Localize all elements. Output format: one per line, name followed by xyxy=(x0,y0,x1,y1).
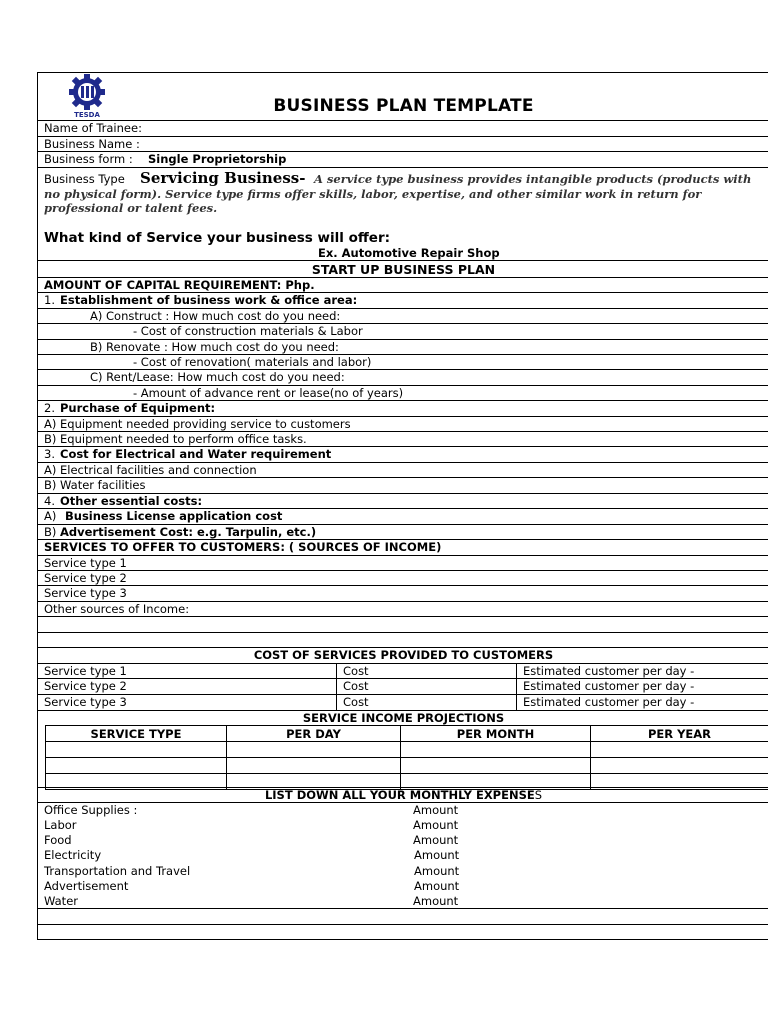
business-type-block xyxy=(38,168,768,218)
column-header: PER DAY xyxy=(227,726,401,742)
section-2-row xyxy=(38,401,768,417)
rent-sub-row xyxy=(38,386,768,401)
rent-row xyxy=(38,370,768,386)
section-1-row xyxy=(38,293,768,309)
section-3-row xyxy=(38,447,768,463)
expense-amount: Amount xyxy=(413,803,459,817)
column-header: SERVICE TYPE xyxy=(46,726,227,742)
business-type-value: Servicing Business- xyxy=(140,169,306,187)
water-facilities-row xyxy=(38,478,768,494)
service-row xyxy=(38,556,768,571)
table-header-row xyxy=(46,726,768,742)
rent-label: C) Rent/Lease: How much cost do you need: xyxy=(90,370,345,384)
section-4-title: Other essential costs: xyxy=(60,494,203,508)
section-1-title: Establishment of business work & office area: xyxy=(60,293,358,307)
rent-sub-label: - Amount of advance rent or lease(no of years) xyxy=(133,386,404,400)
table-cell[interactable] xyxy=(227,758,401,774)
expense-row xyxy=(38,818,768,833)
expense-amount: Amount xyxy=(413,818,459,832)
trainee-label: Name of Trainee: xyxy=(44,121,142,135)
startup-heading: START UP BUSINESS PLAN xyxy=(311,262,496,277)
construct-label: A) Construct : How much cost do you need: xyxy=(90,309,341,323)
equipment-b-label: B) Equipment needed to perform office tasks. xyxy=(44,432,307,446)
expense-row xyxy=(38,833,768,848)
estimate-label: Estimated customer per day - xyxy=(523,664,695,678)
table-row xyxy=(46,758,768,774)
svg-text:TESDA: TESDA xyxy=(74,111,100,119)
business-type-desc-3: professional or talent fees. xyxy=(44,201,218,215)
section-2-title: Purchase of Equipment: xyxy=(60,401,216,415)
table-row xyxy=(46,742,768,758)
service-type-label: Service type 3 xyxy=(44,586,127,600)
license-label: Business License application cost xyxy=(65,509,283,523)
service-row xyxy=(38,586,768,602)
cost-label: Cost xyxy=(343,679,369,693)
cost-row xyxy=(38,695,768,710)
header-row xyxy=(38,73,768,121)
section-3-title: Cost for Electrical and Water requirement xyxy=(60,447,332,461)
capital-row xyxy=(38,278,768,293)
other-income-row xyxy=(38,602,768,617)
blank-row xyxy=(38,924,768,940)
estimate-label: Estimated customer per day - xyxy=(523,679,695,693)
service-question: What kind of Service your business will offer: xyxy=(44,230,391,246)
construct-row xyxy=(38,309,768,324)
equipment-a-label: A) Equipment needed providing service to customers xyxy=(44,417,351,431)
section-4-row xyxy=(38,494,768,509)
construct-sub-row xyxy=(38,324,768,340)
business-type-desc-1: A service type business provides intangible products (products with xyxy=(314,172,752,186)
electrical-label: A) Electrical facilities and connection xyxy=(44,463,257,477)
business-type-desc-2: no physical form). Service type firms offer skills, labor, expertise, and other similar work in return for xyxy=(44,187,702,201)
page-title: BUSINESS PLAN TEMPLATE xyxy=(273,96,534,116)
table-cell[interactable] xyxy=(401,758,591,774)
expense-item: Labor xyxy=(44,818,77,832)
renovate-row xyxy=(38,340,768,355)
capital-requirement: AMOUNT OF CAPITAL REQUIREMENT: Php. xyxy=(44,278,315,292)
business-type-label: Business Type xyxy=(44,172,125,186)
table-cell[interactable] xyxy=(591,742,768,758)
construct-sub-label: - Cost of construction materials & Labor xyxy=(133,324,363,338)
expense-amount: Amount xyxy=(413,833,459,847)
expense-row xyxy=(38,848,768,863)
expense-amount: Amount xyxy=(414,864,460,878)
business-plan-sheet xyxy=(37,72,768,940)
section-4-number: 4. xyxy=(44,494,55,508)
expenses-heading xyxy=(38,788,768,803)
cost-service-label: Service type 2 xyxy=(44,679,127,693)
renovate-sub-row xyxy=(38,355,768,370)
cost-service-label: Service type 3 xyxy=(44,695,127,709)
business-form-label: Business form : xyxy=(44,152,133,166)
expense-item: Advertisement xyxy=(44,879,129,893)
expense-row xyxy=(38,894,768,909)
business-name-row xyxy=(38,137,768,152)
expense-item: Electricity xyxy=(44,848,102,862)
expense-item: Water xyxy=(44,894,78,908)
cost-row xyxy=(38,664,768,679)
cost-heading-row xyxy=(38,648,768,664)
business-form-row xyxy=(38,152,768,168)
services-heading: SERVICES TO OFFER TO CUSTOMERS: ( SOURCES OF INCOME) xyxy=(44,540,442,554)
column-divider xyxy=(516,664,517,710)
column-header: PER YEAR xyxy=(591,726,768,742)
service-example-row xyxy=(38,246,768,261)
section-1-number: 1. xyxy=(44,293,55,307)
service-row xyxy=(38,571,768,586)
cost-service-label: Service type 1 xyxy=(44,664,127,678)
expense-row xyxy=(38,864,768,879)
table-cell[interactable] xyxy=(401,742,591,758)
expense-row xyxy=(38,879,768,894)
startup-heading-row xyxy=(38,261,768,278)
services-heading-row xyxy=(38,540,768,556)
column-header: PER MONTH xyxy=(401,726,591,742)
projections-heading-row xyxy=(38,710,768,725)
expenses-heading-main: LIST DOWN ALL YOUR MONTHLY EXPENSE xyxy=(264,788,535,802)
cost-label: Cost xyxy=(343,695,369,709)
expense-item: Office Supplies : xyxy=(44,803,138,817)
expenses-heading-tail: S xyxy=(534,788,543,802)
table-cell[interactable] xyxy=(46,742,227,758)
expense-amount: Amount xyxy=(414,848,460,862)
estimate-label: Estimated customer per day - xyxy=(523,695,695,709)
blank-row xyxy=(38,633,768,648)
expense-amount: Amount xyxy=(414,879,460,893)
business-name-label: Business Name : xyxy=(44,137,140,151)
blank-row xyxy=(38,617,768,633)
renovate-label: B) Renovate : How much cost do you need: xyxy=(90,340,339,354)
section-2-number: 2. xyxy=(44,401,55,415)
expense-item: Transportation and Travel xyxy=(44,864,191,878)
water-facilities-label: B) Water facilities xyxy=(44,478,146,492)
expense-row xyxy=(38,803,768,818)
other-income-label: Other sources of Income: xyxy=(44,602,190,616)
license-row xyxy=(38,509,768,525)
service-question-row xyxy=(38,229,768,247)
service-type-label: Service type 2 xyxy=(44,571,127,585)
trainee-row xyxy=(38,121,768,137)
expense-amount: Amount xyxy=(413,894,459,908)
license-prefix: A) xyxy=(44,509,57,523)
advertisement-cost-row xyxy=(38,525,768,540)
equipment-a-row xyxy=(38,417,768,432)
projections-table xyxy=(45,725,768,790)
table-cell[interactable] xyxy=(46,758,227,774)
equipment-b-row xyxy=(38,432,768,447)
electrical-row xyxy=(38,463,768,478)
advertisement-prefix: B) xyxy=(44,525,57,539)
cost-label: Cost xyxy=(343,664,369,678)
service-example: Ex. Automotive Repair Shop xyxy=(318,246,500,260)
advertisement-cost-label: Advertisement Cost: e.g. Tarpulin, etc.) xyxy=(60,525,317,539)
service-type-label: Service type 1 xyxy=(44,556,127,570)
expenses-heading-row xyxy=(38,787,768,803)
table-cell[interactable] xyxy=(227,742,401,758)
business-form-value: Single Proprietorship xyxy=(148,152,287,166)
cost-row xyxy=(38,679,768,695)
table-cell[interactable] xyxy=(591,758,768,774)
cost-heading: COST OF SERVICES PROVIDED TO CUSTOMERS xyxy=(253,648,554,662)
column-divider xyxy=(336,664,337,710)
projections-heading: SERVICE INCOME PROJECTIONS xyxy=(302,711,505,725)
renovate-sub-label: - Cost of renovation( materials and labor) xyxy=(133,355,372,369)
section-3-number: 3. xyxy=(44,447,55,461)
expense-item: Food xyxy=(44,833,72,847)
